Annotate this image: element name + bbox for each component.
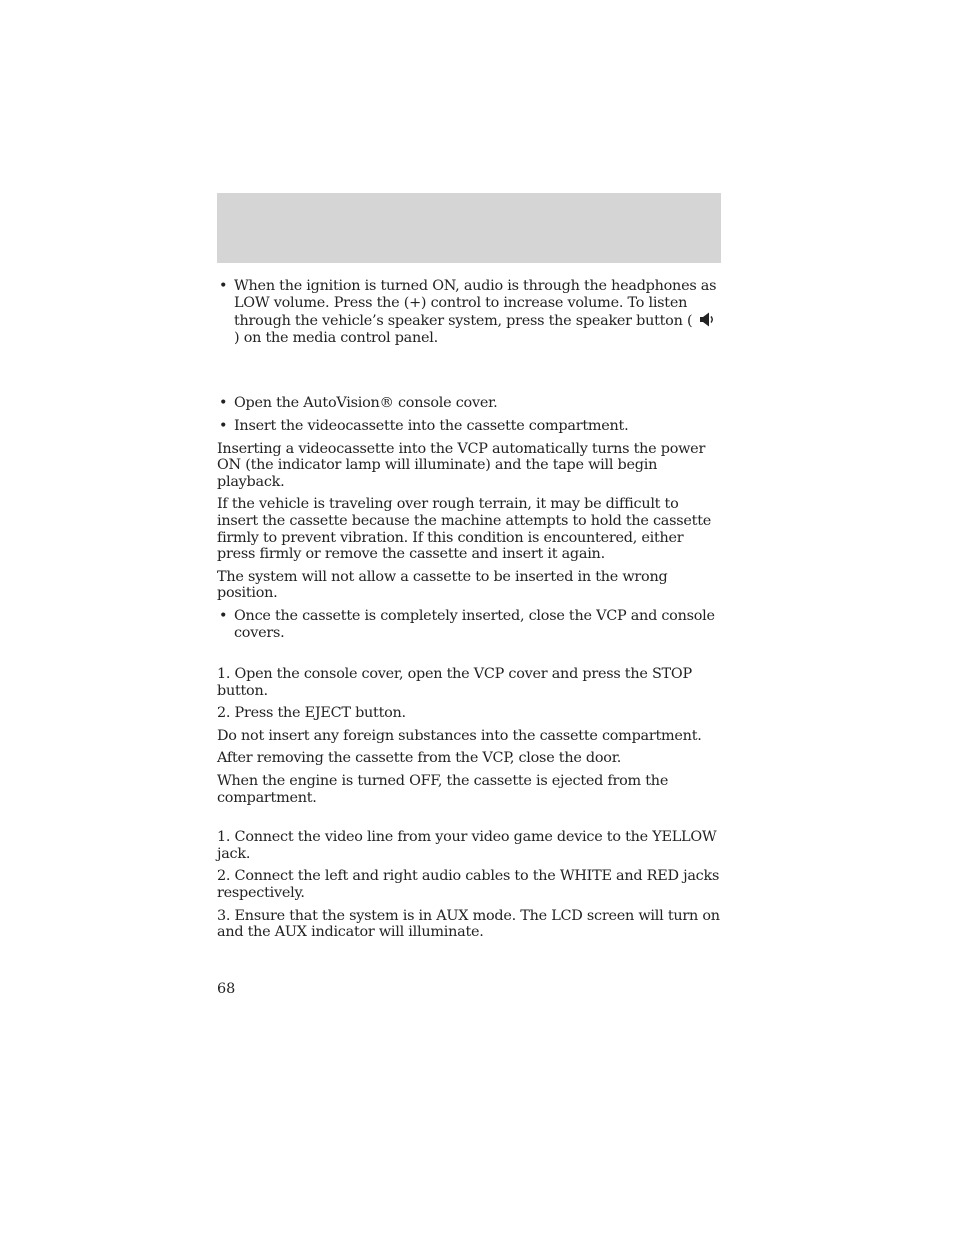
bullet-text-part-1: When the ignition is turned ON, audio is through the headphones as LOW volume. Press the (+) control to increase volume. To listen through the vehicle’s speaker system, press the speaker button ( (234, 278, 717, 330)
page-number: 68 (217, 981, 236, 997)
bullet-item-headphones (217, 278, 722, 346)
game-step-1: 1. Connect the video line from your video game device to the YELLOW jack. (217, 829, 717, 862)
bullet-item-close-covers (217, 608, 722, 641)
bullet-dot: • (219, 395, 228, 412)
eject-step-1: 1. Open the console cover, open the VCP cover and press the STOP button. (217, 666, 692, 699)
section-header-bar (217, 193, 721, 263)
speaker-icon (699, 311, 715, 328)
bullet-text: Insert the videocassette into the cassette compartment. (234, 417, 629, 434)
bullet-item-open-cover (217, 395, 722, 412)
paragraph-power: Inserting a videocassette into the VCP automatically turns the power ON (the indicator lamp will illuminate) and the tape will begin playback. (217, 440, 706, 490)
bullet-dot: • (219, 278, 228, 294)
paragraph-rough-terrain: If the vehicle is traveling over rough terrain, it may be difficult to insert the cassette because the machine attempts to hold the cassette firmly to prevent vibration. If this condition is encountered, either press firmly or remove the cassette and insert it again. (217, 496, 712, 563)
bullet-dot: • (219, 417, 228, 434)
game-step-3: 3. Ensure that the system is in AUX mode. The LCD screen will turn on and the AUX indicator will illuminate. (217, 907, 720, 941)
bullet-text: Open the AutoVision® console cover. (234, 395, 498, 412)
bullet-text-part-2: ) on the media control panel. (234, 329, 438, 346)
bullet-dot: • (219, 607, 228, 624)
eject-step-2: 2. Press the EJECT button. (217, 705, 406, 722)
bullet-text: Once the cassette is completely inserted, close the VCP and console covers. (234, 607, 715, 641)
paragraph-engine-off: When the engine is turned OFF, the cassette is ejected from the compartment. (217, 773, 669, 806)
page-content (217, 278, 722, 947)
game-step-2: 2. Connect the left and right audio cables to the WHITE and RED jacks respectively. (217, 868, 720, 902)
paragraph-close-door: After removing the cassette from the VCP, close the door. (217, 750, 622, 767)
paragraph-foreign-substances: Do not insert any foreign substances into the cassette compartment. (217, 727, 702, 744)
bullet-item-insert (217, 418, 722, 435)
paragraph-wrong-position: The system will not allow a cassette to be inserted in the wrong position. (217, 568, 668, 602)
